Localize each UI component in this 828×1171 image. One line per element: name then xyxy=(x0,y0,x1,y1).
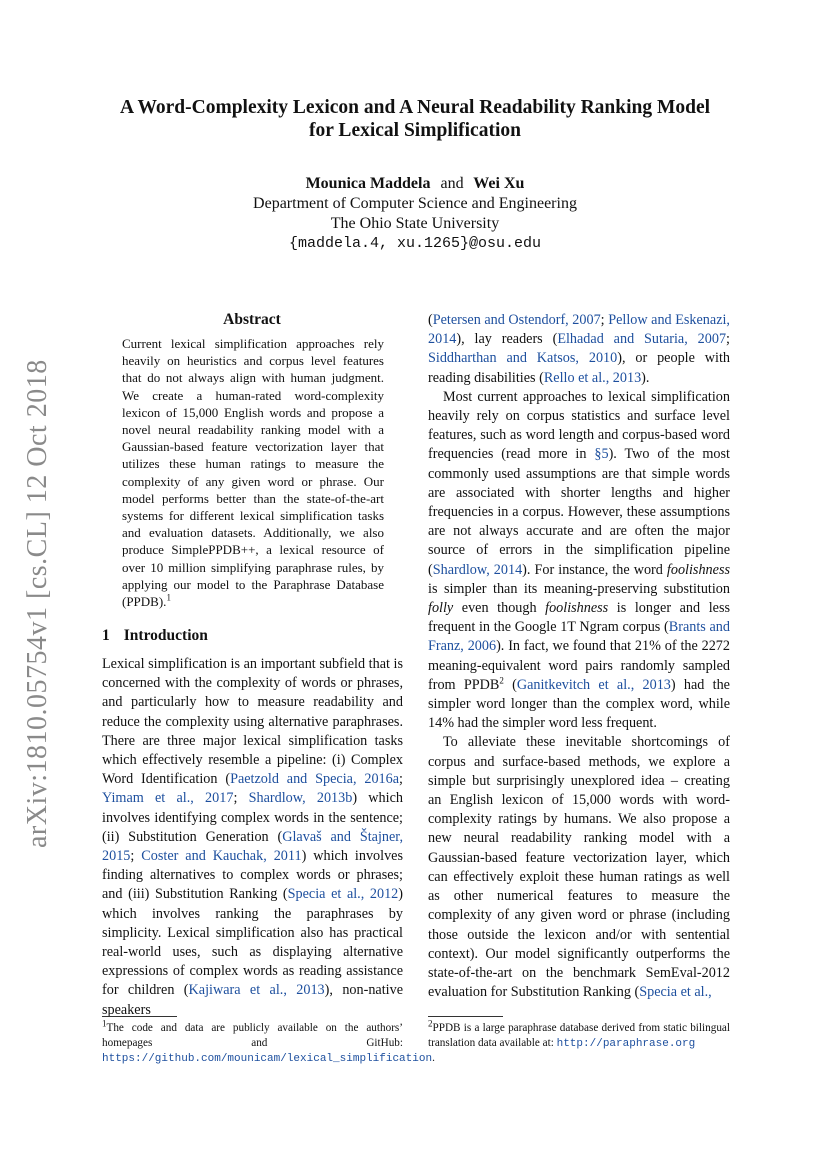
text-run: ). Two of the most commonly used assumptions are that simple words are associated with shorter lengths and higher frequencies in a corpus. However, these assumptions are not always accurate and are often the major source of errors in the simplification pipeline ( xyxy=(428,446,730,578)
emphasis: foolishness xyxy=(545,600,609,617)
footnote-url[interactable]: https://github.com/mounicam/lexical_simplification xyxy=(102,1053,433,1065)
emphasis: folly xyxy=(428,600,454,617)
text-run: even though xyxy=(453,600,546,617)
emphasis: foolishness xyxy=(666,561,730,578)
citation-link[interactable]: Rello et al., 2013 xyxy=(543,369,642,386)
title-line-1: A Word-Complexity Lexicon and A Neural Readability Ranking Model xyxy=(119,97,711,118)
text-run: ) which involves finding alternatives to complex words or phrases; and (iii) Substitution Ranking ( xyxy=(102,848,403,903)
footnote-text: . xyxy=(432,1052,435,1064)
footnote-rule-left xyxy=(102,1016,177,1017)
citation-link[interactable]: Yimam et al., 2017 xyxy=(102,790,234,807)
citation-link[interactable]: Kajiwara et al., 2013 xyxy=(188,982,325,999)
text-run: Most current approaches to lexical simplification heavily rely on corpus statistics and surface level features, such as word length and corpus-based word frequencies (read more in xyxy=(428,388,730,463)
text-run: ; xyxy=(130,848,142,865)
footnote-url[interactable]: http://paraphrase.org xyxy=(556,1038,696,1050)
citation-link[interactable]: Elhadad and Sutaria, 2007 xyxy=(557,331,727,348)
text-run: To alleviate these inevitable shortcomings of corpus and surface-based methods, we explore a simple but surprisingly unexplored idea – creating an English lexicon of 15,000 words with word-complexity ratings by humans. We also propose a new neural readability ranking model with a Gaussian-based feature vectorization layer, which can effectively exploit these human ratings as well as other numerical features to measure the complexity of any given word or phrase (including those outside the lexicon and/or with sentential context). Our model significantly outperforms the state-of-the-art on the benchmark SemEval-2012 evaluation for Substitution Ranking ( xyxy=(428,734,730,1001)
abstract-body: Current lexical simplification approaches rely heavily on heuristics and corpus level features that do not always align with human judgment. We create a human-rated word-complexity lexicon of 15,000 English words and propose a novel neural readability ranking model with a Gaussian-based feature vectorization layer that utilizes these human ratings to measure the complexity of any given word or phrase. Our model performs better than the state-of-the-art systems for different lexical simplification tasks and evaluation datasets. Additionally, we also produce SimplePPDB++, a lexical resource of over 10 million simplifying paraphrase rules, by applying our model to the Paraphrase Database (PPDB). xyxy=(122,336,384,610)
author-email: {maddela.4, xu.1265}@osu.edu xyxy=(288,235,542,252)
author-names xyxy=(60,174,770,194)
footnote-mark: 2 xyxy=(428,1018,433,1029)
text-run: is simpler than its meaning-preserving substitution xyxy=(428,580,730,597)
text-run: ( xyxy=(503,676,517,693)
section-number: 1 xyxy=(102,627,110,644)
arxiv-identifier: arXiv:1810.05754v1 [cs.CL] 12 Oct 2018 xyxy=(22,359,53,848)
citation-link[interactable]: Glavaš and Štajner, 2015 xyxy=(102,828,403,865)
citation-link[interactable]: Specia et al., xyxy=(639,984,712,1001)
abstract-text xyxy=(122,335,384,610)
footnote-mark: 1 xyxy=(102,1018,107,1029)
footnote-rule-right xyxy=(428,1016,503,1017)
author-block xyxy=(60,174,770,254)
abstract-heading: Abstract xyxy=(223,311,281,328)
text-run: ; xyxy=(600,312,609,328)
paper-title xyxy=(60,96,770,142)
citation-link[interactable]: Paetzold and Specia, 2016a xyxy=(230,771,400,788)
text-run: ; xyxy=(726,331,730,348)
section-heading-introduction xyxy=(102,627,208,645)
author-2: Wei Xu xyxy=(473,175,525,192)
intro-paragraph-continued: (Petersen and Ostendorf, 2007; Pellow and Eskenazi, 2014), lay readers (Elhadad and Sutaria, 2007; Siddharthan and Katsos, 2010), or people with reading disabilities (Rello et al., 2013). xyxy=(428,312,730,386)
abstract-footnote-mark[interactable]: 1 xyxy=(166,592,171,603)
affiliation-department: Department of Computer Science and Engineering xyxy=(253,195,577,212)
text-run: ), or people with reading disabilities ( xyxy=(428,350,730,386)
text-run: Lexical simplification is an important subfield that is concerned with the complexity of words or phrases, and particularly how to measure readability and reduce the complexity using alternative paraphrases. There are three major lexical simplification tasks which effectively resemble a pipeline: (i) Complex Word Identification ( xyxy=(102,656,403,788)
citation-link[interactable]: Coster and Kauchak, 2011 xyxy=(141,848,302,865)
text-run: ) had the simpler word longer than the complex word, while 14% had the simpler word less frequent. xyxy=(428,676,730,732)
affiliation-university: The Ohio State University xyxy=(330,215,500,232)
author-1: Mounica Maddela xyxy=(305,175,431,192)
footnote-text: PPDB is a large paraphrase database derived from static bilingual translation data available at: xyxy=(428,1022,730,1049)
intro-right-column xyxy=(428,311,730,1002)
citation-link[interactable]: Siddharthan and Katsos, 2010 xyxy=(428,350,618,367)
citation-link[interactable]: Ganitkevitch et al., 2013 xyxy=(516,676,671,693)
text-run: ). In fact, we found that 21% of the 2272 meaning-equivalent word pairs randomly sampled from PPDB xyxy=(428,638,730,693)
intro-paragraph-1 xyxy=(102,655,403,1020)
text-run: ) which involves identifying complex words in the sentence; (ii) Substitution Generation ( xyxy=(102,790,403,845)
intro-paragraph-3 xyxy=(428,733,730,1002)
citation-link[interactable]: Brants and Franz, 2006 xyxy=(428,619,730,655)
text-run: ). xyxy=(641,369,650,386)
intro-left-column xyxy=(102,655,403,1020)
text-run: ; xyxy=(233,790,249,807)
title-line-2: for Lexical Simplification xyxy=(309,120,521,141)
intro-paragraph-2 xyxy=(428,388,730,734)
text-run: ), non-native speakers xyxy=(102,982,403,1018)
citation-link[interactable]: Shardlow, 2013b xyxy=(248,790,353,807)
footnote-2 xyxy=(428,1018,730,1052)
author-and: and xyxy=(440,175,464,192)
footnote-mark[interactable]: 2 xyxy=(499,675,504,686)
text-run: ). For instance, the word xyxy=(522,561,667,578)
section-ref-link[interactable]: §5 xyxy=(594,446,609,463)
section-title: Introduction xyxy=(123,627,208,644)
footnote-1 xyxy=(102,1018,435,1067)
text-run: ), lay readers ( xyxy=(456,331,558,348)
citation-link[interactable]: Specia et al., 2012 xyxy=(287,886,399,903)
footnote-text: The code and data are publicly available on the authors’ homepages and GitHub: xyxy=(102,1022,403,1049)
citation-link[interactable]: Petersen and Ostendorf, 2007 xyxy=(432,312,601,328)
text-run: ; xyxy=(399,771,403,788)
text-run: is longer and less frequent in the Google 1T Ngram corpus ( xyxy=(428,600,730,636)
text-run: ) which involves ranking the paraphrases by simplicity. Lexical simplification also has practical real-world uses, such as displaying alternative expressions of complex words as reading assistance for children ( xyxy=(102,886,404,999)
citation-link[interactable]: Shardlow, 2014 xyxy=(432,561,523,578)
citation-link[interactable]: Pellow and Eskenazi, 2014 xyxy=(428,312,730,348)
